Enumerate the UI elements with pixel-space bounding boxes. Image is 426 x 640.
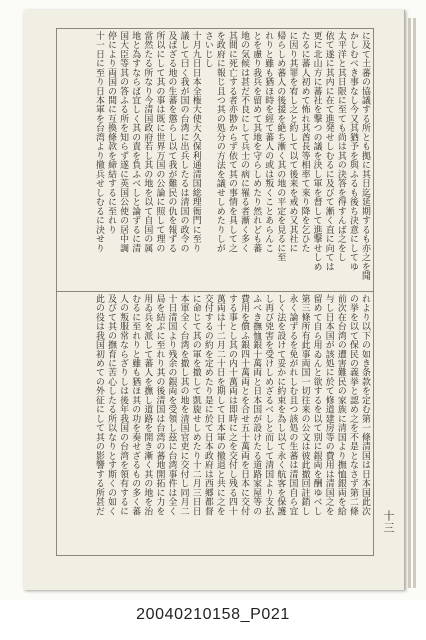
text-column: する事とし其の内十萬両は即時に之を交付し残る四十: [226, 294, 237, 516]
image-caption: 20040210158_P021: [136, 606, 290, 623]
text-column: 十月九日日本全権大使大久保利通清国総理衙門に至り: [190, 31, 201, 253]
text-column: 其間に死亡する者亦尠からず依て其の事情を具して之: [226, 31, 237, 253]
page-edge: [413, 18, 416, 588]
text-column: 局を結ぶに至れり其の後清国は台湾の蕃地開拓に力を: [154, 294, 165, 516]
text-column: 地の気候は甚だ不良にして兵士の病に罹る者漸く多く: [239, 31, 250, 253]
text-column: 費用を償ふ銀四十萬両とを合せ五十萬両を日本に交付: [239, 294, 250, 516]
text-column: ふべき撫恤銀十萬両と日本国が設けたる道路家屋等の: [251, 294, 262, 516]
lower-column-group: [57, 292, 373, 554]
text-column: 人の叛服常ならざりしは後年我国の台湾を領有するに: [118, 294, 129, 516]
text-column: の挙を以て保民の義挙と認め之を不是となさず第二條: [347, 294, 358, 516]
text-column: たるに蕃人初めて怖れ其酋長等相率て來り降を乞ひた: [299, 31, 310, 253]
text-column: 更に北山方に蕃社を撃つの議を決し軍を督して進撃せしめ: [311, 31, 322, 272]
text-column: かしむべき事なし今又其猶予を與ふるも後ち決意にしてゆ: [347, 31, 358, 272]
text-column: に因り其罪を宥し之と約して以て後来を戒め又其社に: [287, 31, 298, 253]
text-column: れりと雖も猶ほ時を經て蕃人の或は叛くことあらんこ: [263, 31, 274, 253]
text-column: 帰らしめ蕃人の後援を絶ち漸く其の地の平定を見るに至: [275, 31, 286, 262]
text-column: とを慮り我兵を留めて其地を守らしめたり然れども蕃: [251, 31, 262, 253]
text-column: 留めて自ら用ゐんと欲するを以て別に銀両を酬ゆべし: [311, 294, 322, 516]
text-column: 停により両国の間に互換條款を締結するに至れり: [106, 31, 117, 235]
text-column: むるに至れりと雖も猶ほ其の功を奏せざるもの多く蕃: [130, 294, 141, 516]
text-column: 本軍全く台湾を撤し其の地を清国官吏に交付し同月二: [178, 294, 189, 516]
text-column: に命じて其の軍を撤して凱旋せしめたり十二月三日日: [190, 294, 201, 516]
upper-column-group: [57, 29, 373, 291]
text-column: 地と為すならば宜しく其の責を負ふべしと論ずるに清: [130, 31, 141, 253]
page-number: 十三: [382, 510, 395, 534]
text-column: 十日清国より残余の銀両を受領し茲に台湾事件は全く: [166, 294, 177, 516]
text-column: しく法を設けて妥かに約束を為し以て永く航客を保護: [275, 294, 286, 516]
text-column: 前次在台湾の遭害難民の家族に清国より撫恤銀両を給: [335, 294, 346, 516]
text-column: 及びて其の撫育に苦心したる所以なりとす斯くの如く: [106, 294, 117, 516]
upper-text-section: [57, 29, 373, 292]
text-column: 依て遂に其内に在て進発せしむるに及びて漸く直に向ては: [323, 31, 334, 272]
text-column: れより以下の如き条款を定む第一條清国は日本国此次: [360, 294, 370, 516]
text-column: 議して曰く我が国の台湾に出兵したるは清国の政令の: [178, 31, 189, 253]
text-column: を政府に報じ且つ其の処分の方法を議せしめたりしが: [214, 31, 225, 253]
lower-text-section: [57, 292, 373, 554]
text-column: 交付するの約を定めたり是に於て日本政府は西郷都督: [202, 294, 213, 516]
text-column: 与し日本国が該処に於て修道建房等の費用は清国之を: [323, 294, 334, 516]
text-frame: [56, 28, 374, 556]
text-column: 太平洋と其日限に至ても尚は其の決答を得すんば之をし: [335, 31, 346, 262]
text-column: 萬両は十二月二十日を期して日本軍の撤退と共に之を: [214, 294, 225, 516]
text-column: 所以にして其の事は既に世界万国の公論に照して理の: [154, 31, 165, 253]
text-column: 此の役は我国初めての外征にして其の影響する所甚だ: [93, 294, 104, 516]
book-page: [24, 10, 405, 590]
page-edge: [408, 18, 411, 588]
text-column: に及て土蕃の協議する所とも拠に其日迄延期するも亦之を聞: [360, 31, 370, 281]
text-column: 當然たる所なり今清国政府若し其の地を以て自国の属: [142, 31, 153, 253]
text-column: 第三條所有此事両国一切往来の公文は彼此撤回註銷し: [299, 294, 310, 516]
text-column: 用ゐ兵を派して蕃人を撫し道路を開き漸く其の地を治: [142, 294, 153, 516]
text-column: 永く論ずるを免がれしむ且つ該処の生蕃は清国自ら宜: [287, 294, 298, 516]
text-column: し再び兇害を受けしめざるべしと而して清国より支払: [263, 294, 274, 516]
text-column: 国大臣等其の答ふる所を知らず遂に英国公使の居中調: [118, 31, 129, 253]
text-column: さいじし: [202, 31, 213, 68]
text-column: 十一日に至り日本軍を台湾より撤兵せしむるに決せり: [93, 31, 104, 253]
text-column: 及ばざる地の生蕃を懲らし以て我が難民の仇を報ずる: [166, 31, 177, 253]
